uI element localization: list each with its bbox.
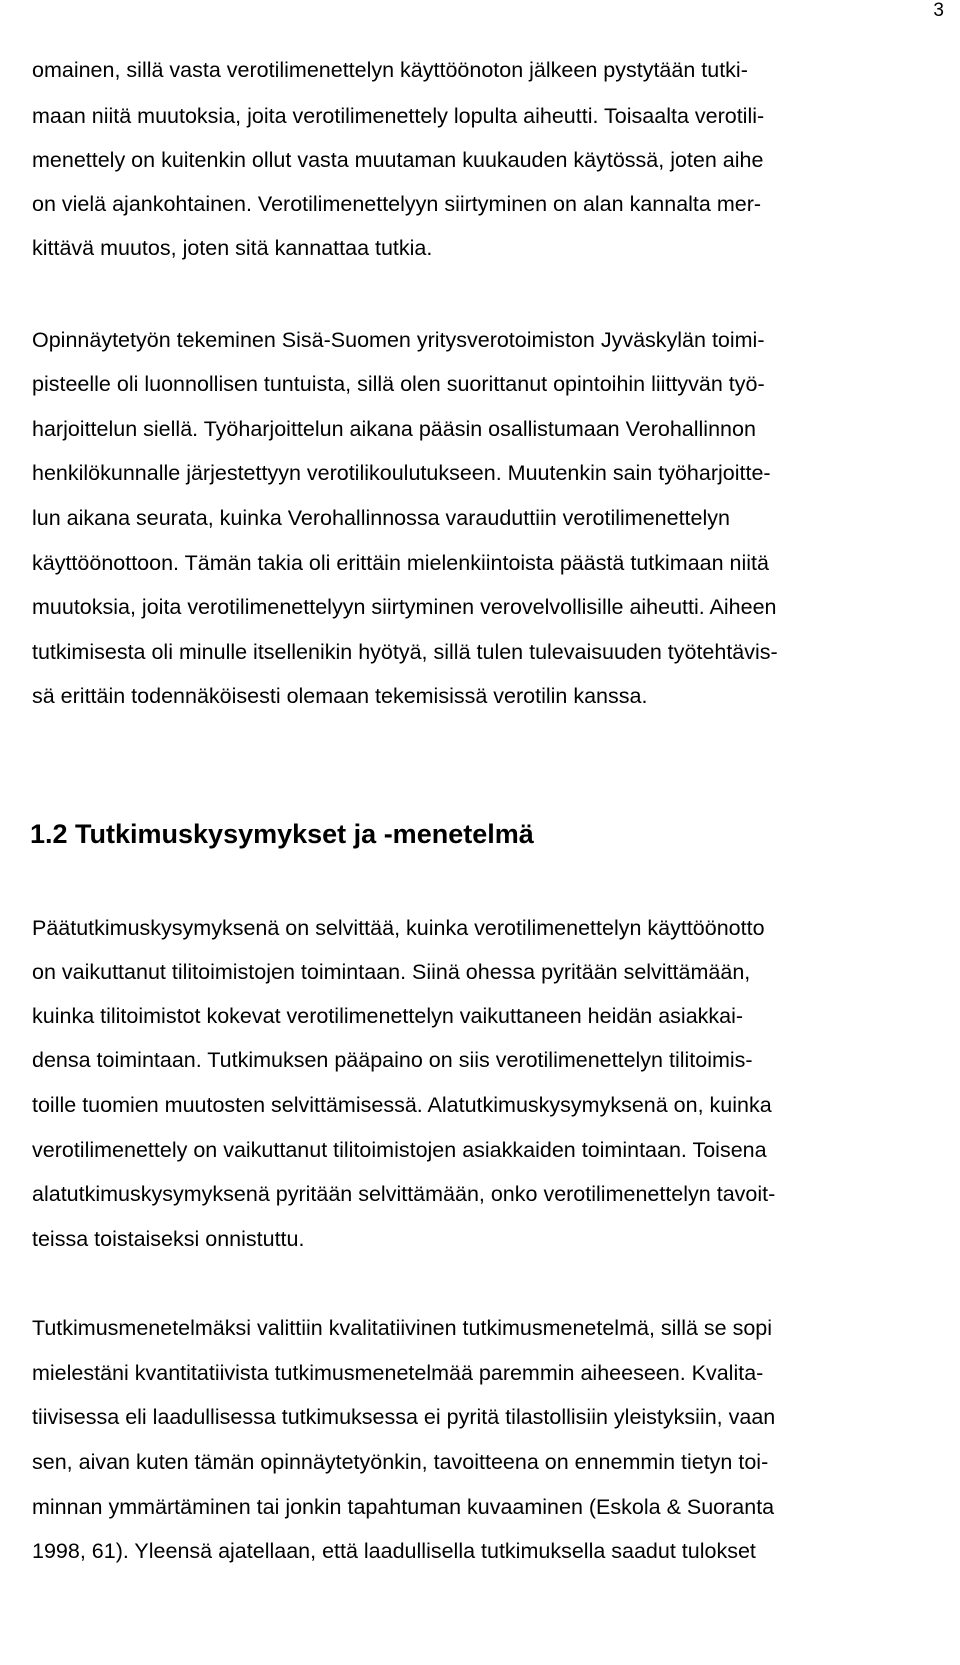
section-heading: 1.2 Tutkimuskysymykset ja -menetelmä xyxy=(30,819,534,849)
text-line: sen, aivan kuten tämän opinnäytetyönkin, tavoitteena on ennemmin tietyn toi- xyxy=(32,1450,769,1474)
text-line: pisteelle oli luonnollisen tuntuista, sillä olen suorittanut opintoihin liittyvän työ- xyxy=(32,372,765,396)
text-line: kittävä muutos, joten sitä kannattaa tutkia. xyxy=(32,236,433,260)
text-line: Tutkimusmenetelmäksi valittiin kvalitatiivinen tutkimusmenetelmä, sillä se sopi xyxy=(32,1316,773,1340)
text-line: sä erittäin todennäköisesti olemaan tekemisissä verotilin kanssa. xyxy=(32,684,648,708)
text-line: on vaikuttanut tilitoimistojen toimintaan. Siinä ohessa pyritään selvittämään, xyxy=(32,960,751,984)
text-line: toille tuomien muutosten selvittämisessä. Alatutkimuskysymyksenä on, kuinka xyxy=(32,1093,772,1117)
text-line: harjoittelun siellä. Työharjoittelun aikana pääsin osallistumaan Verohallinnon xyxy=(32,417,756,441)
text-line: henkilökunnalle järjestettyyn verotilikoulutukseen. Muutenkin sain työharjoitte- xyxy=(32,461,771,485)
text-line: käyttöönottoon. Tämän takia oli erittäin mielenkiintoista päästä tutkimaan niitä xyxy=(32,551,769,575)
text-line: densa toimintaan. Tutkimuksen pääpaino on siis verotilimenettelyn tilitoimis- xyxy=(32,1048,753,1072)
text-line: on vielä ajankohtainen. Verotilimenettelyyn siirtyminen on alan kannalta mer- xyxy=(32,192,762,216)
text-line: Päätutkimuskysymyksenä on selvittää, kuinka verotilimenettelyn käyttöönotto xyxy=(32,916,765,940)
text-line: menettely on kuitenkin ollut vasta muutaman kuukauden käytössä, joten aihe xyxy=(32,148,764,172)
text-line: muutoksia, joita verotilimenettelyyn siirtyminen verovelvollisille aiheutti. Aiheen xyxy=(32,595,777,619)
text-line: teissa toistaiseksi onnistuttu. xyxy=(32,1227,305,1251)
text-line: 1998, 61). Yleensä ajatellaan, että laadullisella tutkimuksella saadut tulokset xyxy=(32,1539,756,1563)
text-line: omainen, sillä vasta verotilimenettelyn käyttöönoton jälkeen pystytään tutki- xyxy=(32,58,748,82)
text-line: mielestäni kvantitatiivista tutkimusmenetelmää paremmin aiheeseen. Kvalita- xyxy=(32,1361,764,1385)
text-line: alatutkimuskysymyksenä pyritään selvittämään, onko verotilimenettelyn tavoit- xyxy=(32,1182,776,1206)
text-line: kuinka tilitoimistot kokevat verotilimenettelyn vaikuttaneen heidän asiakkai- xyxy=(32,1004,744,1028)
text-line: tiivisessa eli laadullisessa tutkimuksessa ei pyritä tilastollisiin yleistyksiin, vaan xyxy=(32,1405,776,1429)
page-number: 3 xyxy=(933,0,944,21)
text-line: verotilimenettely on vaikuttanut tilitoimistojen asiakkaiden toimintaan. Toisena xyxy=(32,1138,767,1162)
text-line: maan niitä muutoksia, joita verotilimenettely lopulta aiheutti. Toisaalta verotili- xyxy=(32,104,765,128)
text-line: tutkimisesta oli minulle itsellenikin hyötyä, sillä tulen tulevaisuuden työtehtävis- xyxy=(32,640,778,664)
text-line: Opinnäytetyön tekeminen Sisä-Suomen yritysverotoimiston Jyväskylän toimi- xyxy=(32,328,765,352)
text-line: minnan ymmärtäminen tai jonkin tapahtuman kuvaaminen (Eskola & Suoranta xyxy=(32,1495,775,1519)
text-line: lun aikana seurata, kuinka Verohallinnossa varauduttiin verotilimenettelyn xyxy=(32,506,730,530)
